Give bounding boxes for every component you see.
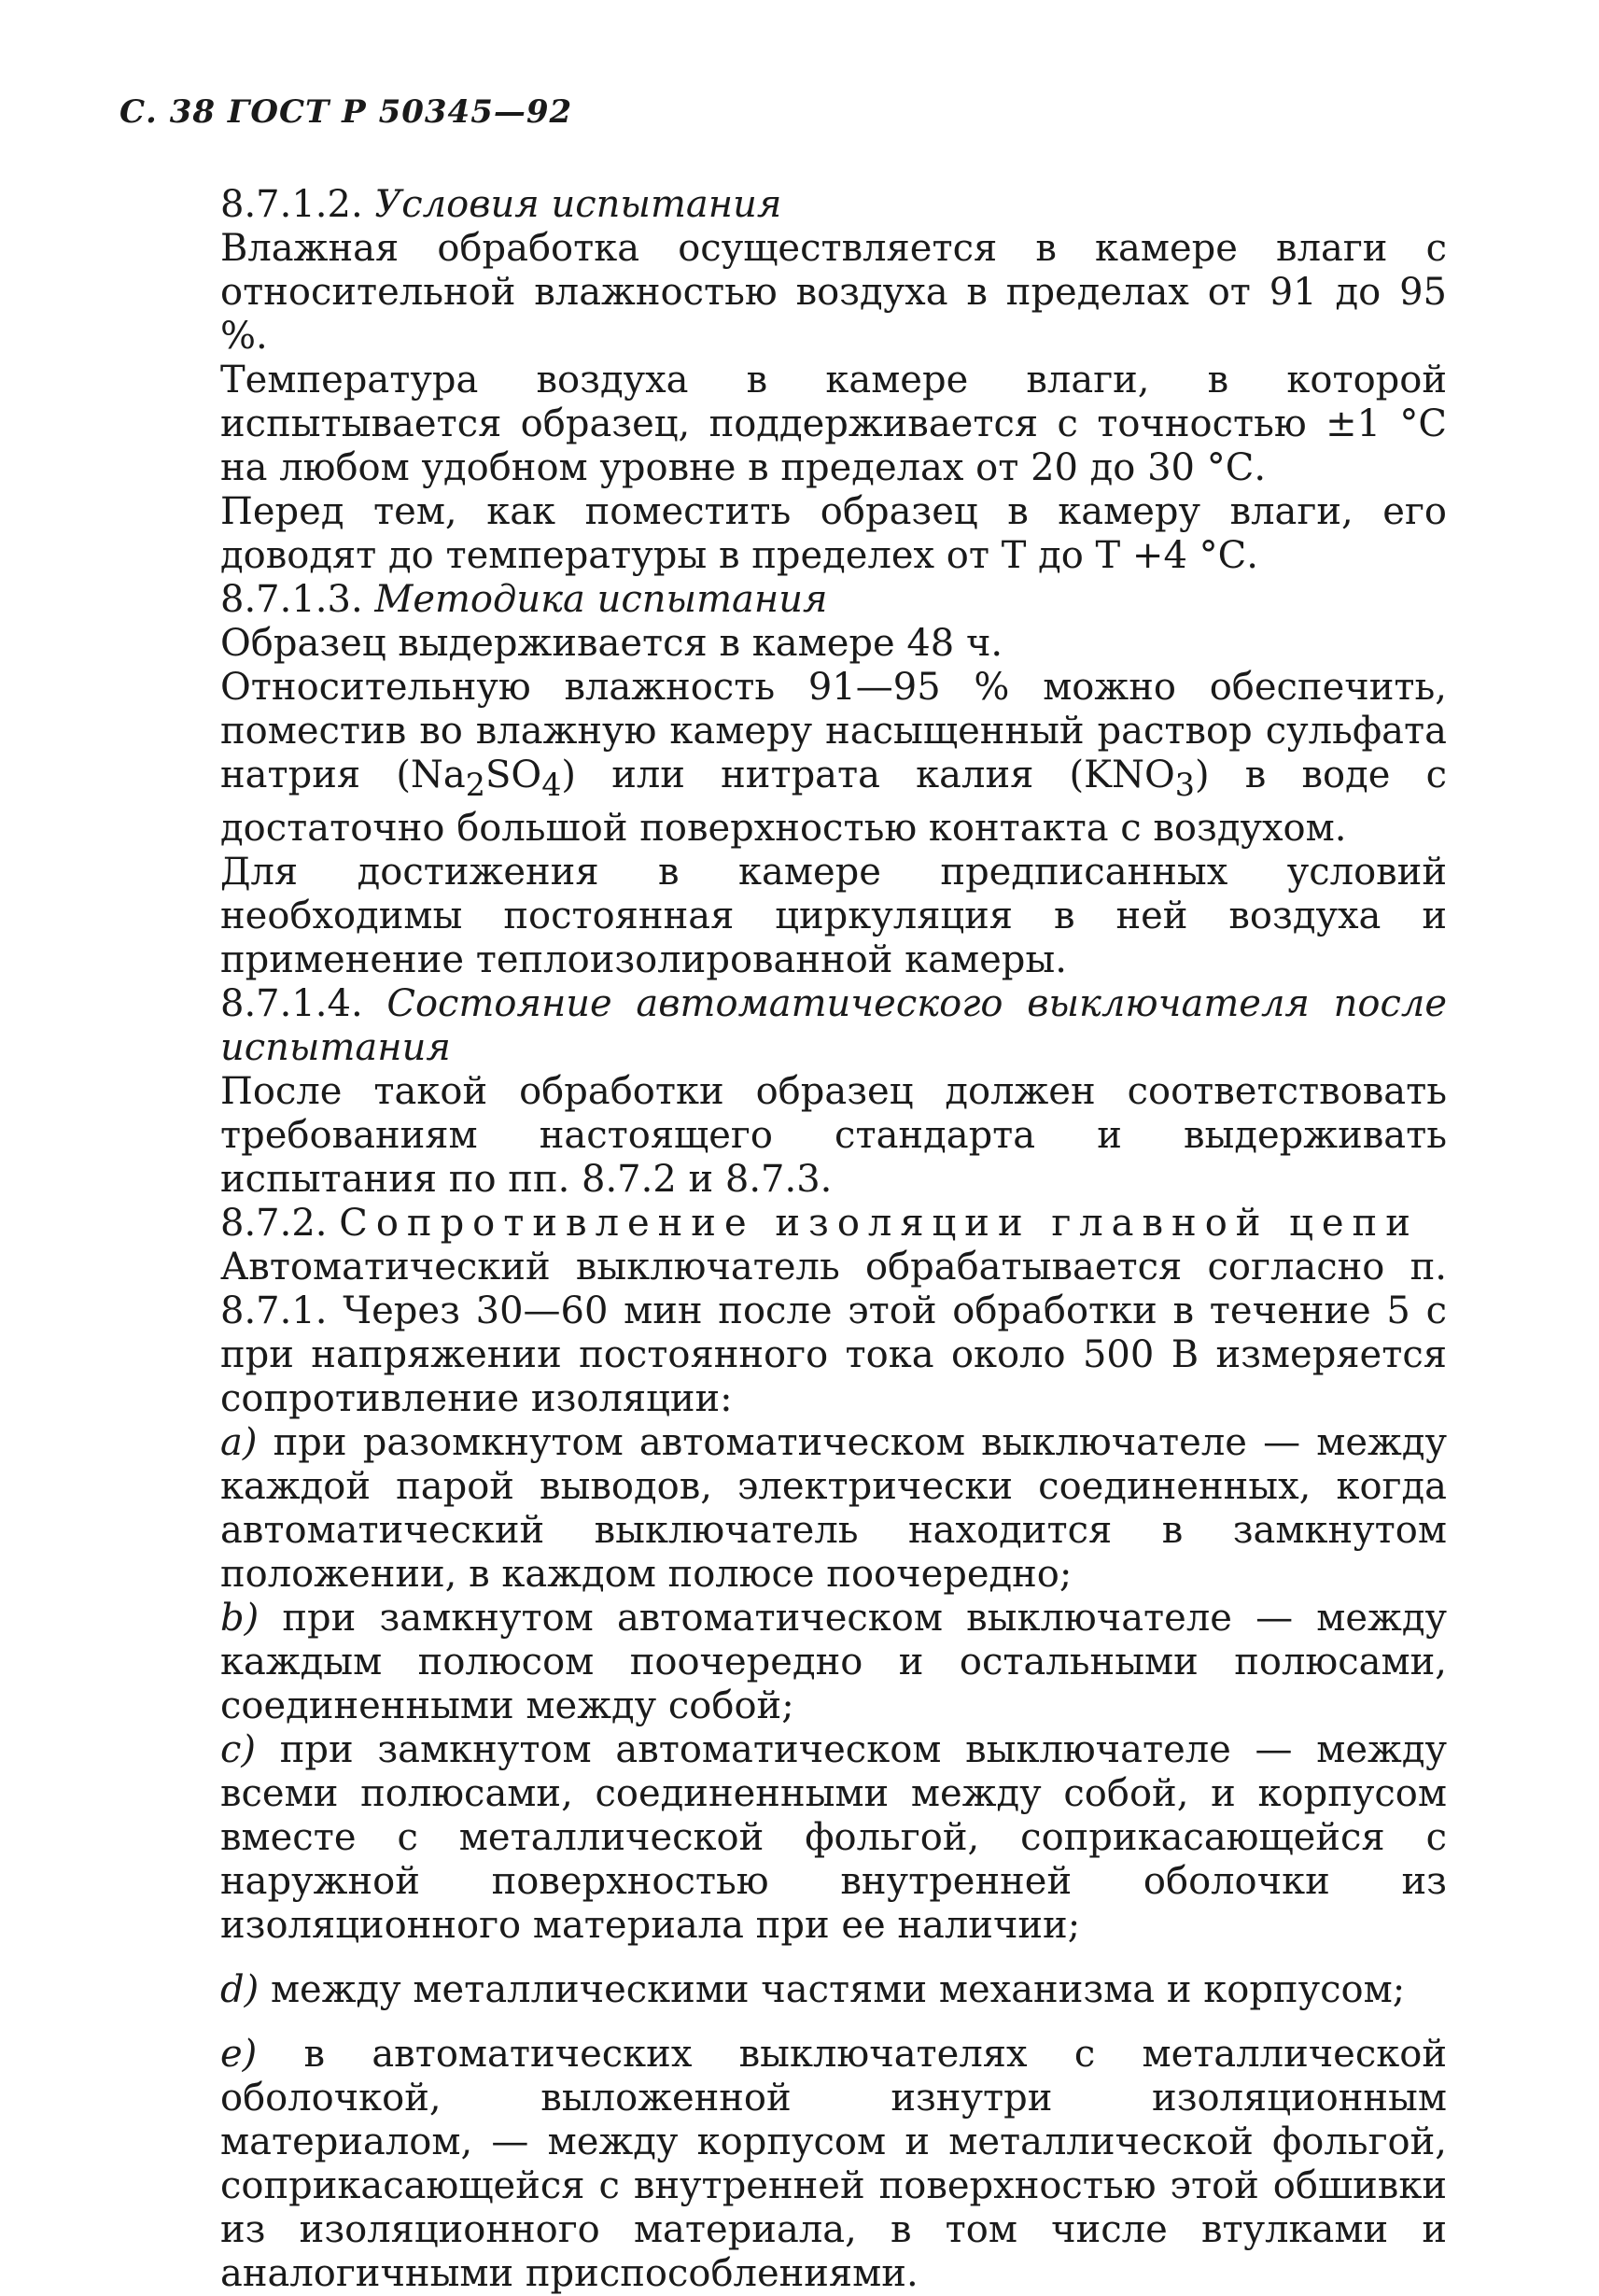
- list-item: [220, 2033, 1447, 2296]
- subscript: 4: [541, 767, 562, 803]
- paragraph: Температура воздуха в камере влаги, в которой испытывается образец, поддерживается с точностью ±1 °С на любом удобном уровне в пределах от 20 до 30 °С.: [220, 359, 1447, 489]
- section-number: 8.7.1.2.: [220, 183, 363, 226]
- section-number: 8.7.2.: [220, 1202, 328, 1245]
- item-text: между металлическими частями механизма и корпусом;: [270, 1968, 1406, 2011]
- list-item: [220, 1728, 1447, 1948]
- item-text: в автоматических выключателях с металлической оболочкой, выложенной изнутри изоляционным материалом, — между корпусом и металлической фольгой, соприкасающейся с внутренней поверхностью этой обшивки из изоляционного материала, в том числе втулками и аналогичными приспособлениями.: [220, 2033, 1447, 2295]
- text-run: ) или нитрата калия (KNO: [561, 754, 1175, 796]
- item-text: при замкнутом автоматическом выключателе — между каждым полюсом поочередно и остальными полюсами, соединенными между собой;: [220, 1597, 1447, 1727]
- paragraph: Перед тем, как поместить образец в камеру влаги, его доводят до температуры в пределех от T до T +4 °С.: [220, 490, 1447, 577]
- subscript: 2: [465, 767, 485, 803]
- list-item: [220, 1968, 1447, 2012]
- text-run: ) в воде с достаточно большой поверхностью контакта с воздухом.: [220, 754, 1447, 850]
- item-text: при замкнутом автоматическом выключателе — между всеми полюсами, соединенными между собой, и корпусом вместе с металлической фольгой, соприкасающейся с наружной поверхностью внутренней оболочки из изоляционного материала при ее наличии;: [220, 1728, 1447, 1947]
- subscript: 3: [1174, 767, 1196, 803]
- list-item: [220, 1597, 1447, 1728]
- paragraph: Для достижения в камере предписанных условий необходимы постоянная циркуляция в ней воздуха и применение теплоизолированной камеры.: [220, 851, 1447, 981]
- paragraph: [220, 666, 1447, 851]
- paragraph: Автоматический выключатель обрабатывается согласно п. 8.7.1. Через 30—60 мин после этой обработки в течение 5 с при напряжении постоянного тока около 500 В измеряется сопротивление изоляции:: [220, 1246, 1447, 1420]
- list-item: [220, 1421, 1447, 1597]
- page-header: С. 38 ГОСТ Р 50345—92: [119, 93, 573, 131]
- text-run: SO: [485, 754, 542, 796]
- item-label: e): [220, 2033, 258, 2076]
- item-label: d): [220, 1968, 259, 2011]
- item-label: a): [220, 1421, 258, 1464]
- section-number: 8.7.1.4.: [220, 982, 363, 1025]
- paragraph: После такой обработки образец должен соответствовать требованиям настоящего стандарта и выдерживать испытания по пп. 8.7.2 и 8.7.3.: [220, 1070, 1447, 1201]
- item-text: при разомкнутом автоматическом выключателе — между каждой парой выводов, электрически соединенных, когда автоматический выключатель находится в замкнутом положении, в каждом полюсе поочередно;: [220, 1421, 1447, 1596]
- section-8-7-1-2-heading: [220, 183, 1447, 227]
- paragraph: Образец выдерживается в камере 48 ч.: [220, 622, 1003, 665]
- section-number: 8.7.1.3.: [220, 578, 363, 621]
- section-title: Состояние автоматического выключателя после испытания: [220, 982, 1447, 1069]
- paragraph: Влажная обработка осуществляется в камере влаги с относительной влажностью воздуха в пределах от 91 до 95 %.: [220, 227, 1447, 358]
- document-body: [220, 183, 1447, 2296]
- section-8-7-2-heading: [220, 1202, 1447, 1246]
- section-title: Методика испытания: [374, 578, 828, 621]
- item-label: b): [220, 1597, 259, 1640]
- section-8-7-1-4-heading: [220, 982, 1447, 1070]
- section-title: Условия испытания: [374, 183, 782, 226]
- section-8-7-1-3-heading: [220, 578, 1447, 622]
- item-label: c): [220, 1728, 257, 1771]
- text-run: Относительную влажность 91—95 % можно обеспечить, поместив во влажную камеру насыщенный раствор сульфата натрия (Na: [220, 666, 1447, 796]
- section-title: Сопротивление изоляции главной цепи: [339, 1202, 1419, 1245]
